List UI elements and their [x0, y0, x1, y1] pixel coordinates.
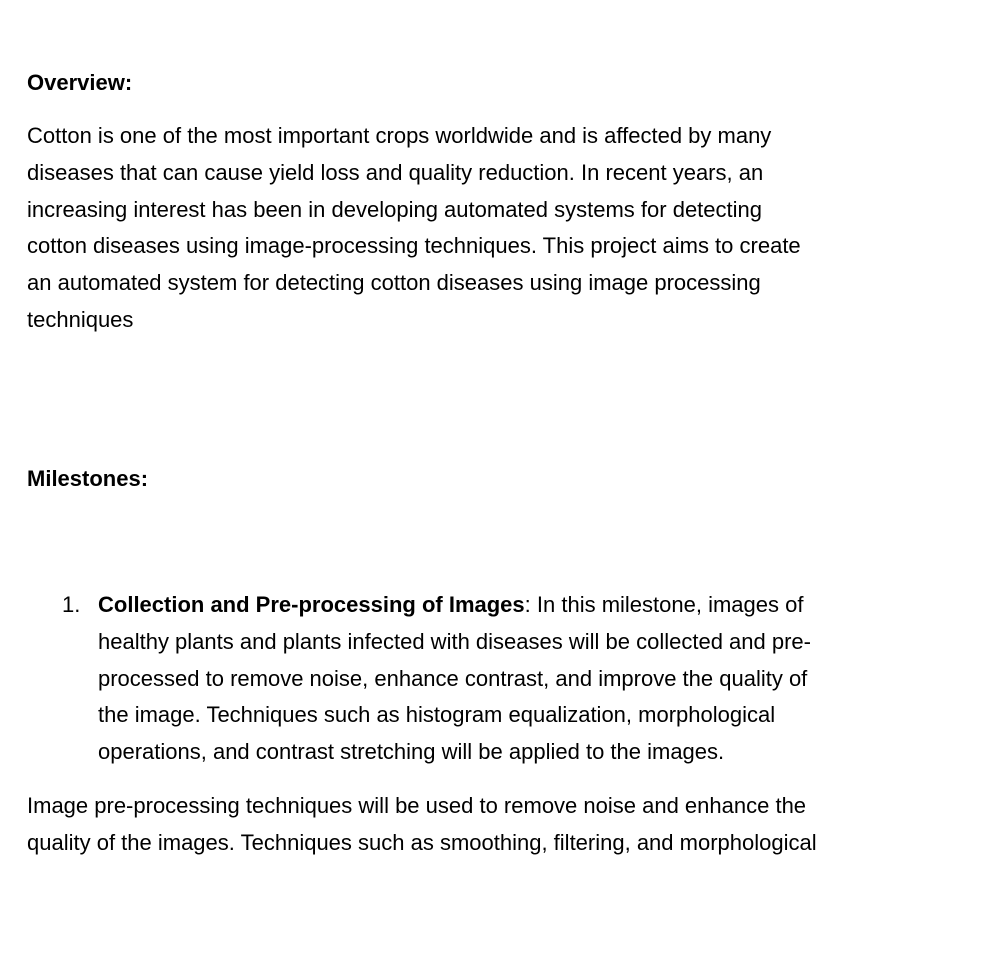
overview-line: Cotton is one of the most important crops worldwide and is affected by many [27, 123, 772, 148]
overview-line: cotton diseases using image-processing techniques. This project aims to create [27, 233, 801, 259]
followup-paragraph [27, 788, 987, 862]
milestone-line: healthy plants and plants infected with diseases will be collected and pre- [98, 628, 811, 654]
overview-line: diseases that can cause yield loss and quality reduction. In recent years, an [27, 159, 764, 185]
milestones-heading: Milestones: [27, 466, 149, 491]
milestone-first-line [98, 587, 1004, 624]
overview-paragraph [27, 118, 987, 339]
milestone-line: processed to remove noise, enhance contrast, and improve the quality of [98, 665, 808, 691]
milestone-line: the image. Techniques such as histogram equalization, morphological [98, 702, 776, 728]
overview-heading: Overview: [27, 70, 133, 95]
followup-line: Image pre-processing techniques will be used to remove noise and enhance the [27, 793, 807, 818]
overview-line: increasing interest has been in developing automated systems for detecting [27, 196, 762, 222]
milestone-line: operations, and contrast stretching will be applied to the images. [98, 739, 725, 765]
overview-line: techniques [27, 306, 134, 332]
milestone-title: Collection and Pre-processing of Images [98, 592, 525, 617]
milestone-item [0, 587, 1004, 771]
followup-line: quality of the images. Techniques such as smoothing, filtering, and morphological [27, 829, 817, 855]
milestone-first-line-rest: : In this milestone, images of [524, 592, 804, 617]
milestone-number: 1. [62, 592, 81, 617]
overview-line: an automated system for detecting cotton diseases using image processing [27, 270, 761, 296]
milestone-list [0, 587, 1004, 771]
